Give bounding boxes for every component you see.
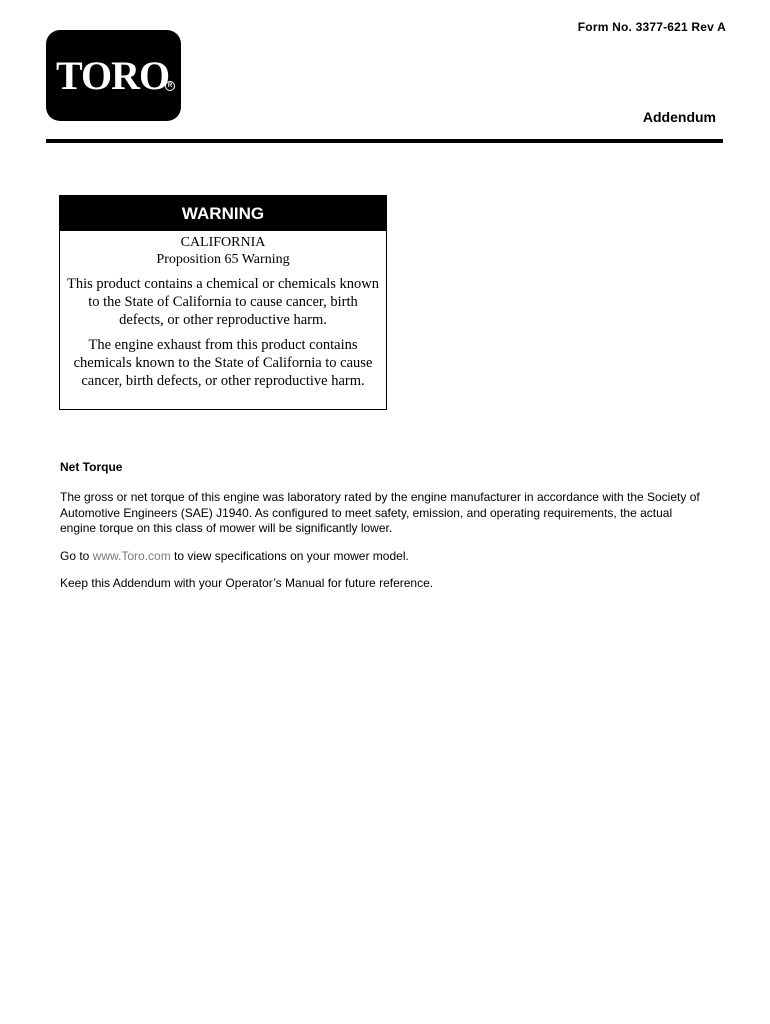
net-torque-heading: Net Torque xyxy=(60,460,123,474)
goto-line xyxy=(60,549,409,563)
document-type: Addendum xyxy=(642,109,716,125)
net-torque-body: The gross or net torque of this engine was laboratory rated by the engine manufacturer in accordance with the Society of Automotive Engineers (SAE) J1940. As configured to meet safety, emission, and operating requirements, the actual engine torque on this class of mower will be significantly lower. xyxy=(60,490,700,535)
goto-suffix: to view specifications on your mower model. xyxy=(170,549,409,563)
warning-subtitle: Proposition 65 Warning xyxy=(156,252,290,267)
warning-paragraph-product: This product contains a chemical or chemicals known to the State of California to cause cancer, birth defects, or other reproductive harm. xyxy=(66,276,380,328)
toro-logo xyxy=(46,30,181,121)
keep-addendum-note: Keep this Addendum with your Operator’s Manual for future reference. xyxy=(60,576,434,590)
registered-trademark-icon: R xyxy=(165,81,175,91)
warning-paragraph-exhaust: The engine exhaust from this product contains chemicals known to the State of California to cause cancer, birth defects, or other reproductive harm. xyxy=(73,337,373,389)
warning-body xyxy=(60,235,386,390)
warning-title: WARNING xyxy=(60,196,386,231)
prop65-warning-box xyxy=(59,195,387,410)
goto-prefix: Go to xyxy=(60,549,93,563)
toro-website-link[interactable]: www.Toro.com xyxy=(92,549,171,563)
logo-wordmark: TORO xyxy=(56,53,170,98)
warning-state: CALIFORNIA xyxy=(180,235,266,250)
header-divider xyxy=(46,139,723,143)
form-number: Form No. 3377-621 Rev A xyxy=(577,20,726,34)
